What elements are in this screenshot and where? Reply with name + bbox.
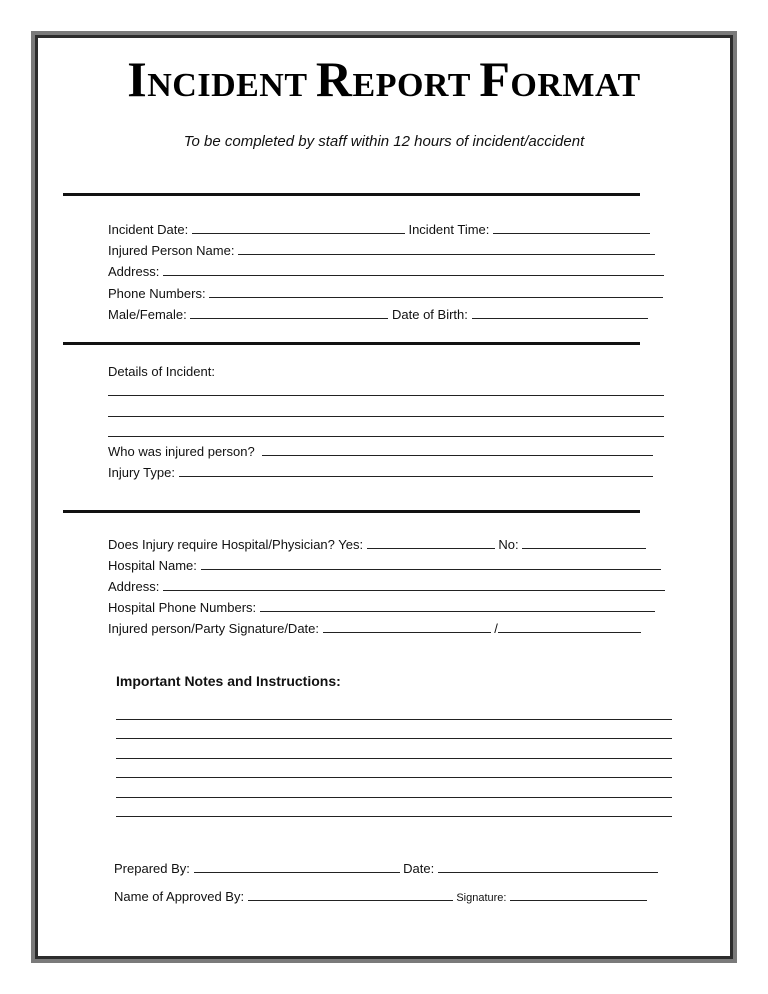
prepared-date-field[interactable] <box>438 860 658 873</box>
section-divider-2 <box>63 342 640 345</box>
approved-by-label: Name of Approved By: <box>114 889 245 904</box>
form-sheet <box>38 38 730 956</box>
notes-line-3[interactable] <box>116 758 672 759</box>
hospital-name-label: Hospital Name: <box>108 558 197 573</box>
hospital-phone-field[interactable] <box>260 599 655 612</box>
hospital-phone-row <box>108 599 655 616</box>
title-initial-2: R <box>315 51 353 107</box>
prepared-date-label: Date: <box>403 861 435 876</box>
address-label: Address: <box>108 264 160 279</box>
male-female-label: Male/Female: <box>108 307 187 322</box>
signature-date-field[interactable] <box>498 620 641 633</box>
slash-separator: / <box>494 621 498 636</box>
incident-date-label: Incident Date: <box>108 222 189 237</box>
notes-line-4[interactable] <box>116 777 672 778</box>
phone-row <box>108 285 663 302</box>
notes-line-6[interactable] <box>116 816 672 817</box>
incident-date-row <box>108 221 650 238</box>
male-female-field[interactable] <box>190 306 388 319</box>
hospital-address-field[interactable] <box>163 578 665 591</box>
details-line-1[interactable] <box>108 395 664 396</box>
details-line-2[interactable] <box>108 416 664 417</box>
signature-date-row <box>108 620 641 637</box>
page-border <box>31 31 737 963</box>
approved-by-field[interactable] <box>248 888 453 901</box>
title-initial-3: F <box>479 51 511 107</box>
details-of-incident-label: Details of Incident: <box>108 364 215 379</box>
incident-time-label: Incident Time: <box>408 222 490 237</box>
date-of-birth-field[interactable] <box>472 306 648 319</box>
hospital-name-row <box>108 557 661 574</box>
who-was-injured-field[interactable] <box>262 443 653 456</box>
details-line-3[interactable] <box>108 436 664 437</box>
injured-person-name-field[interactable] <box>238 242 655 255</box>
page-title <box>0 50 768 108</box>
injured-person-row <box>108 242 655 259</box>
signature-label: Signature: <box>456 892 507 904</box>
prepared-by-field[interactable] <box>194 860 400 873</box>
who-injured-row <box>108 443 653 460</box>
party-signature-field[interactable] <box>323 620 491 633</box>
hospital-no-field[interactable] <box>522 536 646 549</box>
page-border-inner <box>35 35 733 959</box>
injury-type-field[interactable] <box>179 464 653 477</box>
form-subtitle: To be completed by staff within 12 hours of incident/accident <box>183 133 585 150</box>
incident-date-field[interactable] <box>192 221 405 234</box>
approved-by-row <box>114 888 647 906</box>
hospital-name-field[interactable] <box>201 557 661 570</box>
hospital-yes-field[interactable] <box>367 536 495 549</box>
signature-field[interactable] <box>510 888 647 901</box>
injured-person-name-label: Injured Person Name: <box>108 243 235 258</box>
title-word-1: NCIDENT <box>147 67 307 104</box>
hospital-required-row <box>108 536 646 553</box>
section-divider-1 <box>63 193 640 196</box>
hospital-address-row <box>108 578 665 595</box>
prepared-by-label: Prepared By: <box>114 861 190 876</box>
title-initial-1: I <box>127 51 148 107</box>
hospital-address-label: Address: <box>108 579 160 594</box>
section-divider-3 <box>63 510 640 513</box>
notes-line-2[interactable] <box>116 738 672 739</box>
phone-numbers-label: Phone Numbers: <box>108 286 206 301</box>
title-word-2: EPORT <box>352 67 471 104</box>
hospital-required-label: Does Injury require Hospital/Physician? Yes: <box>108 537 364 552</box>
title-word-3: ORMAT <box>510 67 641 104</box>
notes-heading: Important Notes and Instructions: <box>116 673 341 689</box>
phone-numbers-field[interactable] <box>209 285 663 298</box>
hospital-phone-label: Hospital Phone Numbers: <box>108 600 257 615</box>
hospital-no-label: No: <box>498 537 519 552</box>
prepared-by-row <box>114 860 658 877</box>
who-was-injured-label: Who was injured person? <box>108 444 255 459</box>
address-field[interactable] <box>163 263 664 276</box>
notes-line-5[interactable] <box>116 797 672 798</box>
address-row <box>108 263 664 280</box>
injury-type-row <box>108 464 653 481</box>
incident-time-field[interactable] <box>493 221 650 234</box>
injury-type-label: Injury Type: <box>108 465 175 480</box>
signature-date-label: Injured person/Party Signature/Date: <box>108 621 320 636</box>
notes-line-1[interactable] <box>116 719 672 720</box>
gender-dob-row <box>108 306 648 323</box>
date-of-birth-label: Date of Birth: <box>392 307 468 322</box>
